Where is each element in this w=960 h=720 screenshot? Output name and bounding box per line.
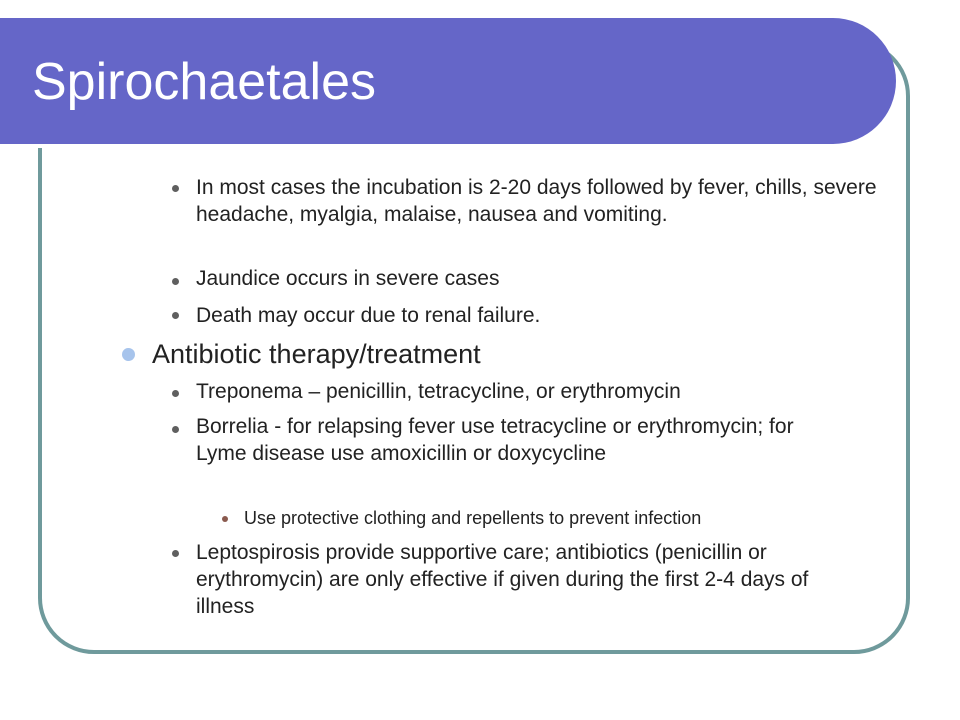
bullet-dot-icon [172, 278, 179, 285]
title-bar [0, 18, 896, 144]
slide-title: Spirochaetales [32, 53, 376, 111]
bullet-dot-icon [172, 550, 179, 557]
bullet-subitem-protective-clothing: Use protective clothing and repellents to prevent infection [244, 508, 702, 528]
bullet-dot-icon [172, 390, 179, 397]
bullet-item-incubation: In most cases the incubation is 2-20 days followed by fever, chills, severe headache, myalgia, malaise, nausea and vomiting. [196, 176, 877, 226]
bullet-item-death: Death may occur due to renal failure. [196, 304, 541, 327]
bullet-item-leptospirosis: Leptospirosis provide supportive care; antibiotics (penicillin or erythromycin) are only effective if given during the first 2-4 days of illness [196, 541, 809, 618]
bullet-circle-icon [122, 348, 135, 361]
bullet-item-treponema: Treponema – penicillin, tetracycline, or erythromycin [196, 380, 681, 403]
bullet-dot-icon [172, 312, 179, 319]
bullet-item-jaundice: Jaundice occurs in severe cases [196, 267, 500, 290]
bullet-dot-icon [172, 426, 179, 433]
bullet-dot-icon [172, 185, 179, 192]
bullet-item-borrelia: Borrelia - for relapsing fever use tetracycline or erythromycin; for Lyme disease use amoxicillin or doxycycline [196, 415, 794, 465]
bullet-heading-antibiotic-therapy: Antibiotic therapy/treatment [152, 339, 481, 369]
bullet-small-dot-icon [222, 516, 228, 522]
title-underline [0, 144, 848, 148]
